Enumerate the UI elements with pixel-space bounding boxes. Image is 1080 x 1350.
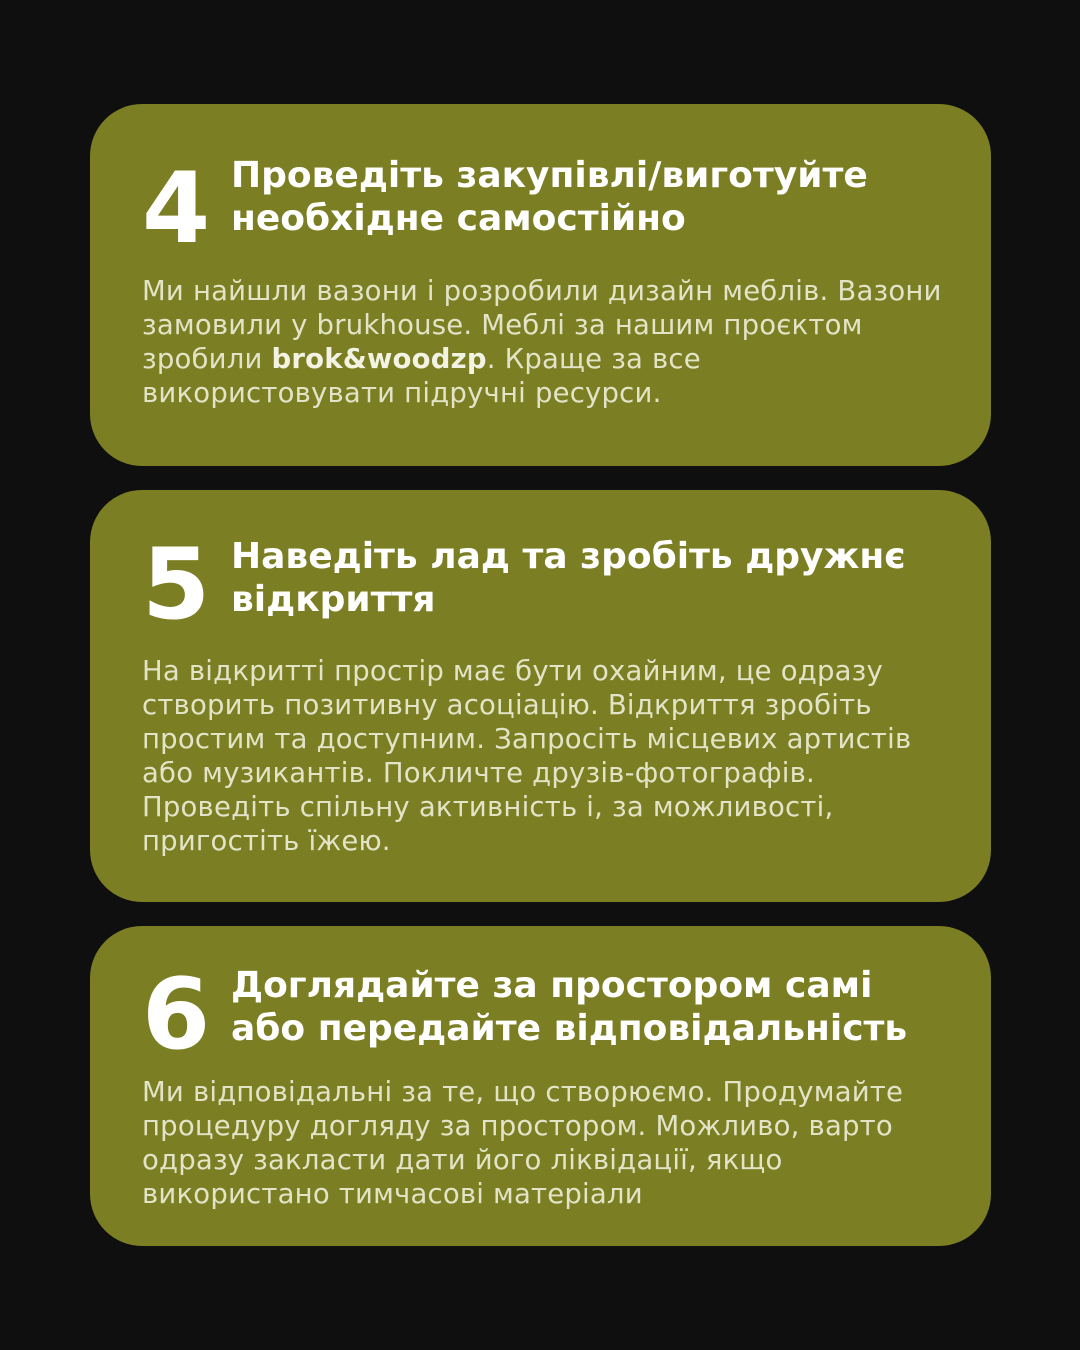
step-title: Наведіть лад та зробіть дружнє відкриття bbox=[231, 536, 906, 620]
step-description-text: Ми найшли вазони і розробили дизайн меблів. Вазони замовили у brukhouse. Меблі за нашим проєктом зробили bbox=[142, 275, 942, 375]
step-number: 5 bbox=[142, 528, 209, 642]
step-number: 4 bbox=[142, 152, 209, 266]
step-card-5 bbox=[90, 490, 991, 902]
step-number: 6 bbox=[142, 958, 209, 1072]
step-card-6 bbox=[90, 926, 991, 1246]
step-description: Ми відповідальні за те, що створюємо. Продумайте процедуру догляду за простором. Можливо, варто одразу закласти дати його ліквідації, якщо використано тимчасові матеріали bbox=[142, 1076, 904, 1210]
step-title: Проведіть закупівлі/виготуйте необхідне самостійно bbox=[231, 155, 868, 239]
step-card-4 bbox=[90, 104, 991, 466]
step-description: На відкритті простір має бути охайним, це одразу створить позитивну асоціацію. Відкриття зробіть простим та доступним. Запросіть місцевих артистів або музикантів. Покличте друзів-фотографів. Проведіть спільну активність і, за можливості, пригостіть їжею. bbox=[142, 655, 912, 857]
brand-name: brok&woodzp bbox=[271, 343, 487, 375]
step-title: Доглядайте за простором самі або передайте відповідальність bbox=[231, 965, 908, 1049]
step-description bbox=[142, 274, 961, 410]
step-description-text-end: . Краще за все використовувати підручні ресурси. bbox=[142, 343, 701, 409]
